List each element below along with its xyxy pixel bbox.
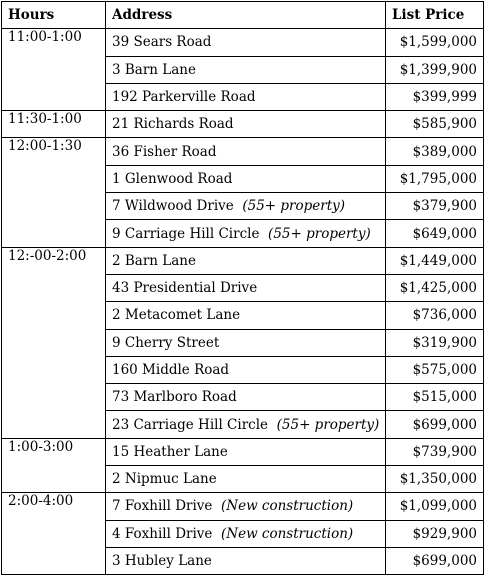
table-row (2, 438, 484, 465)
hours-cell: 1:00-3:00 (2, 438, 106, 493)
address-cell (106, 438, 386, 465)
address-cell (106, 411, 386, 438)
address-text: 23 Carriage Hill Circle (112, 416, 269, 433)
table-row (2, 138, 484, 165)
list-price-cell: $1,449,000 (386, 247, 484, 274)
list-price-cell: $1,599,000 (386, 29, 484, 56)
property-note: (55+ property) (276, 416, 380, 433)
open-house-table (1, 1, 484, 575)
list-price-cell: $389,000 (386, 138, 484, 165)
list-price-cell: $649,000 (386, 220, 484, 247)
address-text: 9 Cherry Street (112, 334, 220, 351)
header-address: Address (106, 2, 386, 29)
list-price-cell: $575,000 (386, 356, 484, 383)
table-row (2, 29, 484, 56)
address-text: 7 Wildwood Drive (112, 198, 234, 215)
hours-cell: 12:00-1:30 (2, 138, 106, 247)
address-text: 192 Parkerville Road (112, 89, 256, 106)
address-cell (106, 356, 386, 383)
address-cell (106, 165, 386, 192)
address-text: 39 Sears Road (112, 34, 212, 51)
address-text: 2 Nipmuc Lane (112, 471, 217, 488)
address-cell (106, 247, 386, 274)
list-price-cell: $1,795,000 (386, 165, 484, 192)
address-text: 15 Heather Lane (112, 443, 228, 460)
table-row (2, 493, 484, 520)
address-cell (106, 302, 386, 329)
address-cell (106, 220, 386, 247)
address-cell (106, 111, 386, 138)
address-text: 160 Middle Road (112, 362, 230, 378)
hours-cell: 12:-00-2:00 (2, 247, 106, 438)
address-text: 7 Foxhill Drive (112, 498, 213, 515)
list-price-cell: $1,425,000 (386, 274, 484, 301)
address-cell (106, 83, 386, 110)
address-text: 21 Richards Road (112, 116, 234, 133)
property-note: (New construction) (221, 525, 354, 542)
address-text: 3 Hubley Lane (112, 553, 212, 570)
list-price-cell: $1,399,900 (386, 56, 484, 83)
address-text: 1 Glenwood Road (112, 170, 233, 187)
hours-cell: 11:00-1:00 (2, 29, 106, 111)
property-note: (New construction) (221, 498, 354, 515)
address-cell (106, 466, 386, 493)
header-row (2, 2, 484, 29)
header-hours: Hours (2, 2, 106, 29)
list-price-cell: $699,000 (386, 411, 484, 438)
list-price-cell: $1,099,000 (386, 493, 484, 520)
address-cell (106, 138, 386, 165)
address-text: 73 Marlboro Road (112, 389, 237, 406)
address-cell (106, 29, 386, 56)
address-text: 43 Presidential Drive (112, 280, 258, 297)
address-cell (106, 274, 386, 301)
list-price-cell: $736,000 (386, 302, 484, 329)
address-cell (106, 520, 386, 547)
list-price-cell: $585,900 (386, 111, 484, 138)
address-text: 4 Foxhill Drive (112, 525, 213, 542)
property-note: (55+ property) (268, 225, 371, 242)
list-price-cell: $929,900 (386, 520, 484, 547)
table-row (2, 111, 484, 138)
list-price-cell: $319,900 (386, 329, 484, 356)
table-row (2, 247, 484, 274)
address-cell (106, 329, 386, 356)
header-list-price: List Price (386, 2, 484, 29)
address-cell (106, 384, 386, 411)
address-text: 3 Barn Lane (112, 61, 196, 78)
address-text: 36 Fisher Road (112, 143, 217, 160)
address-cell (106, 193, 386, 220)
list-price-cell: $1,350,000 (386, 466, 484, 493)
address-cell (106, 547, 386, 574)
property-note: (55+ property) (242, 198, 346, 215)
list-price-cell: $399,999 (386, 83, 484, 110)
address-text: 9 Carriage Hill Circle (112, 225, 260, 242)
table-body (2, 29, 484, 575)
list-price-cell: $739,900 (386, 438, 484, 465)
list-price-cell: $379,900 (386, 193, 484, 220)
list-price-cell: $515,000 (386, 384, 484, 411)
list-price-cell: $699,000 (386, 547, 484, 574)
hours-cell: 2:00-4:00 (2, 493, 106, 575)
address-cell (106, 56, 386, 83)
address-text: 2 Barn Lane (112, 252, 196, 269)
address-cell (106, 493, 386, 520)
hours-cell: 11:30-1:00 (2, 111, 106, 138)
address-text: 2 Metacomet Lane (112, 307, 241, 324)
